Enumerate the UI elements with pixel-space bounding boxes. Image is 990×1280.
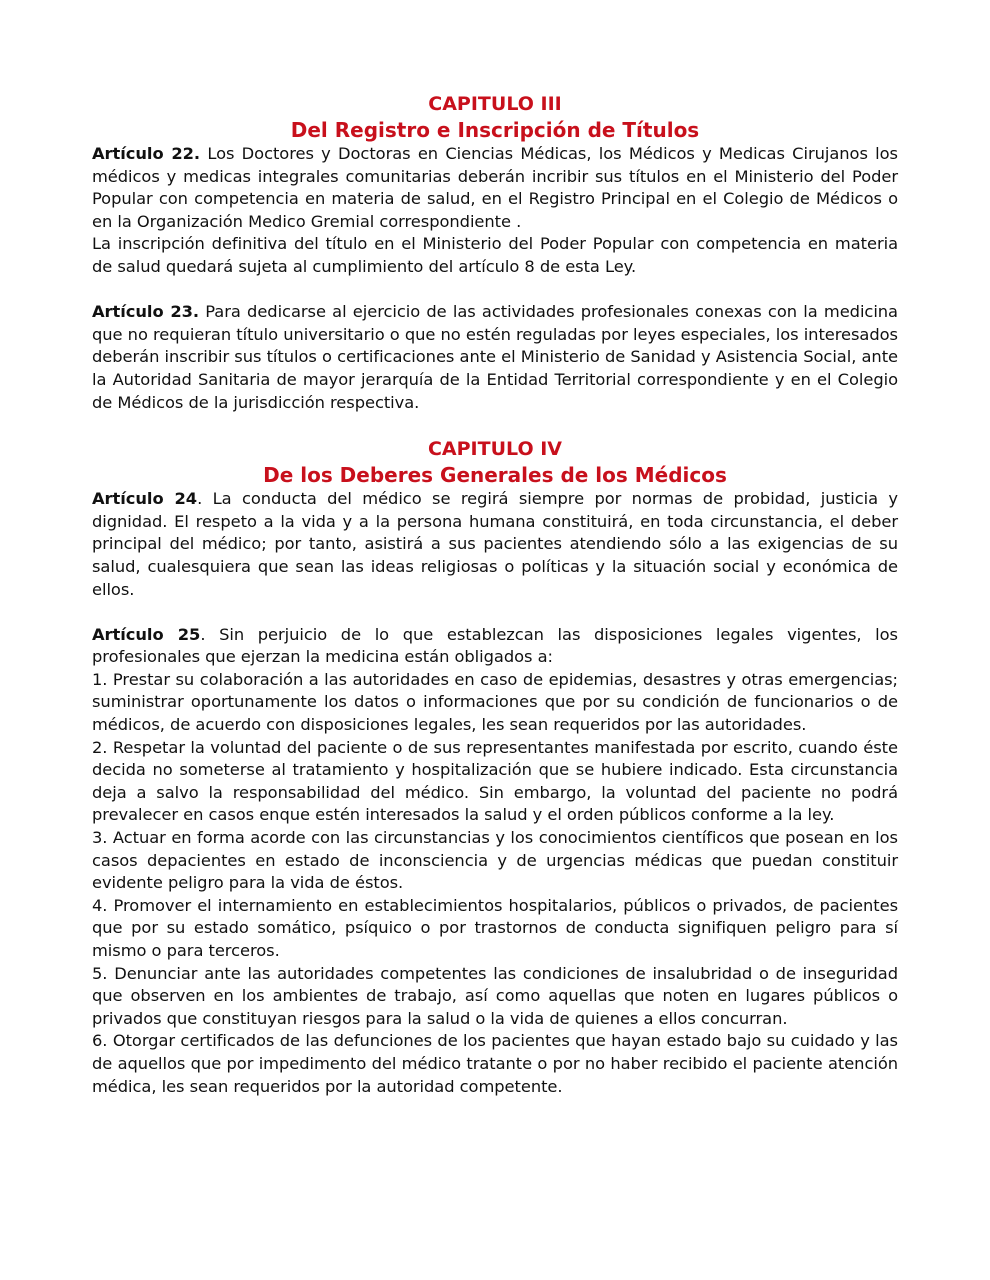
article-23-label: Artículo 23. bbox=[92, 302, 200, 322]
article-22 bbox=[92, 143, 898, 233]
article-25-text: . Sin perjuicio de lo que establezcan las disposiciones legales vigentes, los profesionales que ejerzan la medicina están obligados a: bbox=[92, 624, 898, 667]
article-25-item-2: 2. Respetar la voluntad del paciente o de sus representantes manifestada por escrito, cuando éste decida no someterse al tratamiento y hospitalización que se hubiere indicado. Esta circunstancia deja a salvo la responsabilidad del médico. Sin embargo, la voluntad del paciente no podrá prevalecer en casos enque estén interesados la salud y el orden públicos conforme a la ley. bbox=[92, 737, 898, 825]
chapter-3-title: Del Registro e Inscripción de Títulos bbox=[290, 118, 700, 142]
article-24 bbox=[92, 488, 898, 601]
article-25-item-6: 6. Otorgar certificados de las defunciones de los pacientes que hayan estado bajo su cuidado y las de aquellos que por impedimento del médico tratante o por no haber recibido el paciente atención médica, les sean requeridos por la autoridad competente. bbox=[92, 1031, 898, 1096]
article-25-item-1: 1. Prestar su colaboración a las autoridades en caso de epidemias, desastres y otras emergencias; suministrar oportunamente los datos o informaciones que por su condición de funcionarios o de médicos, de acuerdo con disposiciones legales, les sean requeridos por las autoridades. bbox=[92, 669, 898, 735]
article-22-text: Los Doctores y Doctoras en Ciencias Médicas, los Médicos y Medicas Cirujanos los médicos y medicas integrales comunitarias deberán incribir sus títulos en el Ministerio del Poder Popular con competencia en materia de salud, en el Registro Principal en el Colegio de Médicos o en la Organización Medico Gremial correspondiente . bbox=[92, 144, 898, 231]
article-25 bbox=[92, 624, 898, 669]
article-23 bbox=[92, 301, 898, 414]
article-24-label: Artículo 24 bbox=[92, 489, 198, 509]
chapter-4-number: CAPITULO IV bbox=[427, 438, 562, 461]
article-23-text: Para dedicarse al ejercicio de las actividades profesionales conexas con la medicina que no requieran título universitario o que no estén reguladas por leyes especiales, los interesados deberán inscribir sus títulos o certificaciones ante el Ministerio de Sanidad y Asistencia Social, ante la Autoridad Sanitaria de mayor jerarquía de la Entidad Territorial correspondiente y en el Colegio de Médicos de la jurisdicción respectiva. bbox=[92, 302, 898, 412]
article-25-item-3: 3. Actuar en forma acorde con las circunstancias y los conocimientos científicos que posean en los casos depacientes en estado de inconsciencia y de urgencias médicas que puedan constituir evidente peligro para la vida de éstos. bbox=[92, 828, 898, 893]
article-25-item-4: 4. Promover el internamiento en establecimientos hospitalarios, públicos o privados, de pacientes que por su estado somático, psíquico o por trastornos de conducta signifiquen peligro para sí mismo o para terceros. bbox=[92, 895, 898, 960]
chapter-4-title: De los Deberes Generales de los Médicos bbox=[263, 463, 727, 488]
article-22-extra: La inscripción definitiva del título en el Ministerio del Poder Popular con competencia en materia de salud quedará sujeta al cumplimiento del artículo 8 de esta Ley. bbox=[92, 234, 898, 276]
article-24-text: . La conducta del médico se regirá siempre por normas de probidad, justicia y dignidad. El respeto a la vida y a la persona humana constituirá, en toda circunstancia, el deber principal del médico; por tanto, asistirá a sus pacientes atendiendo sólo a las exigencias de su salud, cualesquiera que sean las ideas religiosas o políticas y la situación social y económica de ellos. bbox=[92, 489, 898, 599]
article-22-label: Artículo 22. bbox=[92, 144, 201, 163]
article-25-item-5: 5. Denunciar ante las autoridades competentes las condiciones de insalubridad o de inseguridad que observen en los ambientes de trabajo, así como aquellas que noten en lugares públicos o privados que constituyan riesgos para la salud o la vida de quienes a ellos concurran. bbox=[92, 963, 898, 1028]
chapter-3-number: CAPITULO III bbox=[428, 93, 562, 115]
article-25-label: Artículo 25 bbox=[92, 624, 201, 644]
